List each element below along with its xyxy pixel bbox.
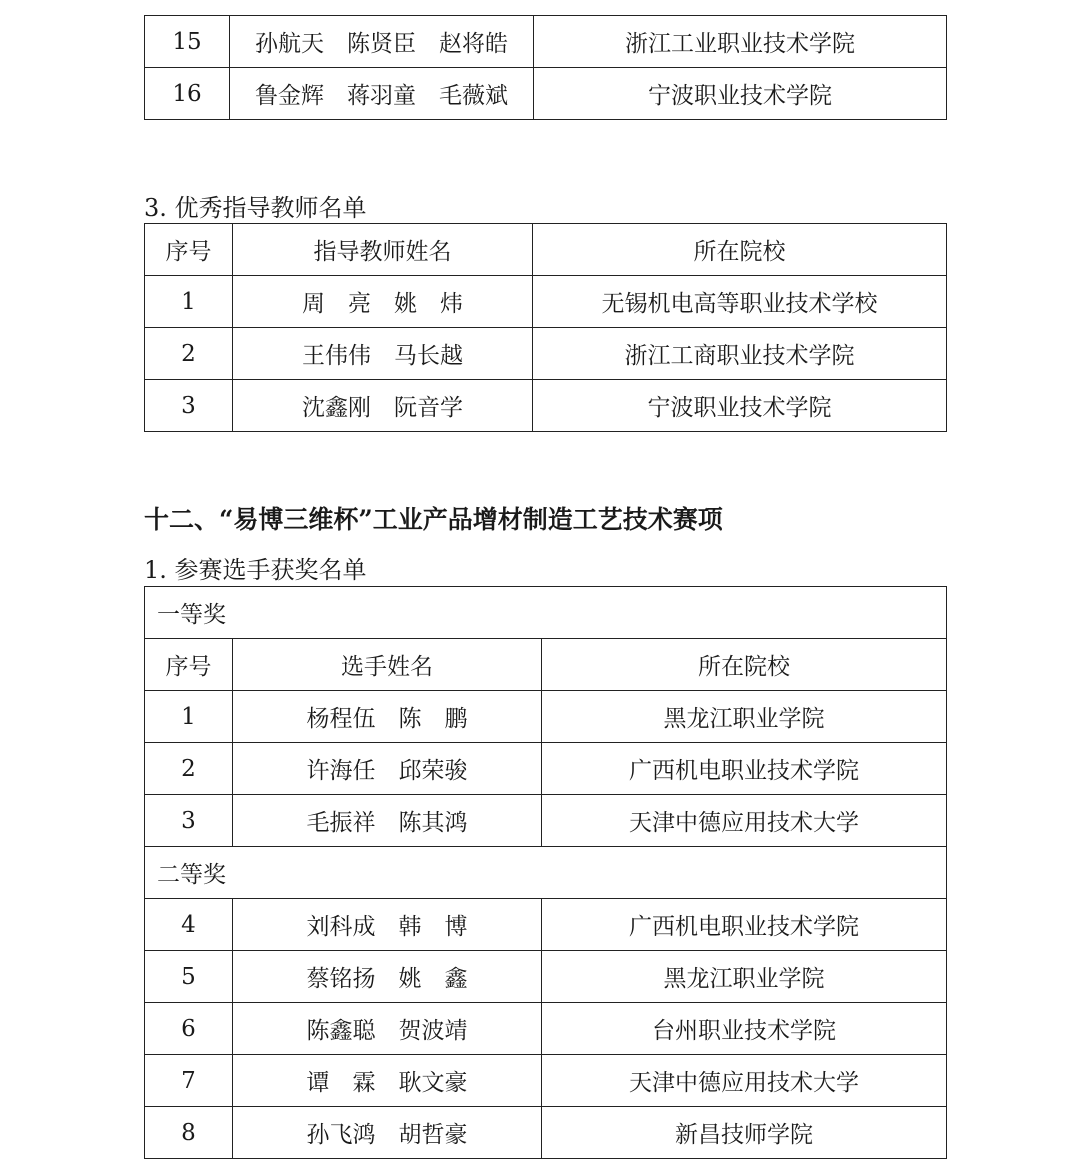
table-row: [145, 16, 947, 68]
row-number: 15: [145, 16, 230, 68]
player-names: 孙飞鸿 胡哲豪: [233, 1107, 542, 1159]
section-sub-heading: 1. 参赛选手获奖名单: [144, 556, 367, 584]
header-no: 序号: [145, 639, 233, 691]
school-name: 无锡机电高等职业技术学校: [533, 276, 947, 328]
row-number: 3: [145, 795, 233, 847]
teacher-names: 王伟伟 马长越: [233, 328, 533, 380]
teacher-names: 沈鑫刚 阮音学: [233, 380, 533, 432]
table-row: [145, 1003, 947, 1055]
school-name: 台州职业技术学院: [542, 1003, 947, 1055]
school-name: 广西机电职业技术学院: [542, 899, 947, 951]
table-row: [145, 276, 947, 328]
teacher-names: 周 亮 姚 炜: [233, 276, 533, 328]
row-number: 3: [145, 380, 233, 432]
continued-winners-table: [144, 15, 947, 120]
school-name: 新昌技师学院: [542, 1107, 947, 1159]
header-no: 序号: [145, 224, 233, 276]
school-name: 黑龙江职业学院: [542, 951, 947, 1003]
prize-group-row: [145, 587, 947, 639]
row-number: 5: [145, 951, 233, 1003]
school-name: 天津中德应用技术大学: [542, 1055, 947, 1107]
row-number: 1: [145, 691, 233, 743]
player-names: 谭 霖 耿文豪: [233, 1055, 542, 1107]
row-number: 2: [145, 743, 233, 795]
player-names: 蔡铭扬 姚 鑫: [233, 951, 542, 1003]
table-row: [145, 1055, 947, 1107]
section-title: 十二、“易博三维杯”工业产品增材制造工艺技术赛项: [144, 505, 723, 534]
table-row: [145, 951, 947, 1003]
teachers-table: [144, 223, 947, 432]
winners-table: [144, 586, 947, 1159]
second-prize-label: 二等奖: [145, 847, 947, 899]
player-names: 陈鑫聪 贺波靖: [233, 1003, 542, 1055]
table-row: [145, 1107, 947, 1159]
school-name: 宁波职业技术学院: [534, 68, 947, 120]
header-school: 所在院校: [542, 639, 947, 691]
table-row: [145, 691, 947, 743]
player-names: 毛振祥 陈其鸿: [233, 795, 542, 847]
table-row: [145, 68, 947, 120]
school-name: 浙江工业职业技术学院: [534, 16, 947, 68]
table-row: [145, 380, 947, 432]
player-names: 刘科成 韩 博: [233, 899, 542, 951]
header-school: 所在院校: [533, 224, 947, 276]
school-name: 宁波职业技术学院: [533, 380, 947, 432]
header-teacher-name: 指导教师姓名: [233, 224, 533, 276]
player-names: 鲁金辉 蒋羽童 毛薇斌: [230, 68, 534, 120]
row-number: 8: [145, 1107, 233, 1159]
school-name: 天津中德应用技术大学: [542, 795, 947, 847]
row-number: 6: [145, 1003, 233, 1055]
row-number: 4: [145, 899, 233, 951]
table-row: [145, 795, 947, 847]
player-names: 孙航天 陈贤臣 赵将皓: [230, 16, 534, 68]
table-row: [145, 899, 947, 951]
table-header-row: [145, 224, 947, 276]
table-row: [145, 328, 947, 380]
row-number: 1: [145, 276, 233, 328]
first-prize-label: 一等奖: [145, 587, 947, 639]
table-row: [145, 743, 947, 795]
row-number: 2: [145, 328, 233, 380]
teachers-heading: 3. 优秀指导教师名单: [144, 194, 367, 222]
player-names: 许海任 邱荣骏: [233, 743, 542, 795]
row-number: 16: [145, 68, 230, 120]
table-header-row: [145, 639, 947, 691]
row-number: 7: [145, 1055, 233, 1107]
school-name: 广西机电职业技术学院: [542, 743, 947, 795]
school-name: 浙江工商职业技术学院: [533, 328, 947, 380]
player-names: 杨程伍 陈 鹏: [233, 691, 542, 743]
header-player-name: 选手姓名: [233, 639, 542, 691]
school-name: 黑龙江职业学院: [542, 691, 947, 743]
prize-group-row: [145, 847, 947, 899]
